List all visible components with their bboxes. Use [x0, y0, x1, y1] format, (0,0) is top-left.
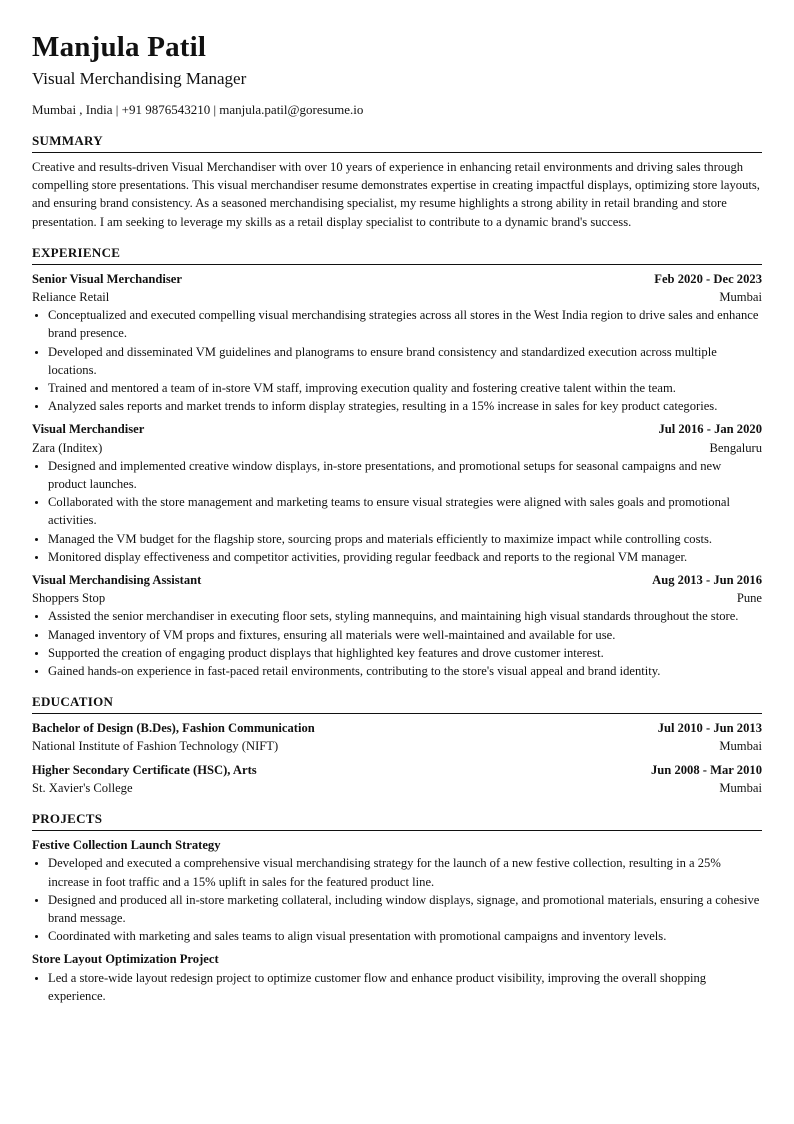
- bullet-item: • Gained hands-on experience in fast-paced retail environments, contributing to the store's visual appeal and brand identity.: [48, 662, 762, 680]
- section-heading-projects: PROJECTS: [32, 811, 103, 827]
- contact-line: Mumbai , India | +91 9876543210 | manjula.patil@goresume.io: [32, 102, 364, 117]
- job-dates: Jul 2016 - Jan 2020: [658, 422, 762, 437]
- school-location: Mumbai: [719, 739, 762, 754]
- bullet-item: • Managed inventory of VM props and fixtures, ensuring all materials were well-maintained and available for use.: [48, 626, 762, 644]
- job-company: Zara (Inditex): [32, 440, 103, 455]
- projects-section: [32, 810, 762, 1005]
- candidate-title: Visual Merchandising Manager: [32, 69, 247, 88]
- school: National Institute of Fashion Technology (NIFT): [32, 739, 279, 754]
- experience-section: [32, 244, 762, 680]
- summary-section: [32, 132, 762, 231]
- section-divider: [32, 830, 762, 831]
- section-heading-summary: SUMMARY: [32, 133, 103, 148]
- education-dates: Jun 2008 - Mar 2010: [650, 762, 762, 777]
- bullet-item: • Trained and mentored a team of in-store VM staff, improving execution quality and fostering creative talent within the team.: [48, 379, 762, 397]
- education-entry: [32, 761, 762, 797]
- bullet-item: • Led a store-wide layout redesign project to optimize customer flow and enhance product visibility, improving the overall shopping experience.: [48, 969, 762, 1005]
- bullet-item: • Developed and disseminated VM guidelines and planograms to ensure brand consistency and standardized execution across multiple locations.: [48, 343, 762, 379]
- bullet-item: • Designed and implemented creative window displays, in-store presentations, and promotional setups for seasonal campaigns and new product launches.: [48, 457, 762, 493]
- section-heading-experience: EXPERIENCE: [32, 244, 121, 260]
- experience-entry: [32, 420, 762, 566]
- experience-entry: [32, 270, 762, 416]
- project-name: Store Layout Optimization Project: [32, 952, 219, 967]
- bullet-item: • Designed and produced all in-store marketing collateral, including window displays, signage, and promotional materials, ensuring a cohesive brand message.: [48, 891, 762, 927]
- degree: Bachelor of Design (B.Des), Fashion Communication: [32, 721, 315, 736]
- job-company: Reliance Retail: [32, 290, 110, 305]
- candidate-name: Manjula Patil: [32, 31, 207, 63]
- job-dates: Feb 2020 - Dec 2023: [654, 271, 762, 286]
- job-role: Visual Merchandising Assistant: [32, 573, 202, 588]
- summary-text: Creative and results-driven Visual Merchandiser with over 10 years of experience in enhancing retail environments and driving sales through compelling store presentations. This visual merchandiser resume demonstrates expertise in creating impactful displays, optimizing store layouts, and ensuring brand consistency. As a seasoned merchandising specialist, my resume highlights a strong ability in retail branding and store presentation. I am seeking to leverage my skills as a retail display specialist to contribute to a dynamic brand's success.: [32, 160, 760, 229]
- degree: Higher Secondary Certificate (HSC), Arts: [32, 762, 257, 777]
- education-section: [32, 693, 762, 797]
- bullet-item: • Collaborated with the store management and marketing teams to ensure visual strategies were aligned with sales goals and promotional activities.: [48, 493, 762, 529]
- job-location: Mumbai: [719, 290, 762, 305]
- job-role: Senior Visual Merchandiser: [32, 271, 182, 286]
- experience-entry: [32, 571, 762, 680]
- job-company: Shoppers Stop: [32, 591, 106, 606]
- job-location: Bengaluru: [709, 440, 762, 455]
- job-dates: Aug 2013 - Jun 2016: [652, 573, 762, 588]
- section-divider: [32, 264, 762, 265]
- job-role: Visual Merchandiser: [32, 422, 145, 437]
- job-bullets: [32, 607, 762, 680]
- bullet-item: • Supported the creation of engaging product displays that highlighted key features and drove customer interest.: [48, 644, 762, 662]
- education-dates: Jul 2010 - Jun 2013: [657, 721, 762, 736]
- project-bullets: [32, 854, 762, 945]
- job-location: Pune: [736, 591, 762, 606]
- bullet-item: • Coordinated with marketing and sales teams to align visual presentation with promotional campaigns and inventory levels.: [48, 927, 762, 945]
- section-heading-education: EDUCATION: [32, 694, 114, 710]
- project-name: Festive Collection Launch Strategy: [32, 838, 221, 853]
- job-bullets: [32, 457, 762, 566]
- school-location: Mumbai: [719, 780, 762, 795]
- section-divider: [32, 152, 762, 153]
- bullet-item: • Analyzed sales reports and market trends to inform display strategies, resulting in a 15% increase in sales for key product categories.: [48, 397, 762, 415]
- project-bullets: [32, 969, 762, 1005]
- education-entry: [32, 719, 762, 755]
- section-divider: [32, 713, 762, 714]
- bullet-item: • Managed the VM budget for the flagship store, sourcing props and materials efficiently to maximize impact while controlling costs.: [48, 530, 762, 548]
- school: St. Xavier's College: [32, 780, 133, 795]
- job-bullets: [32, 306, 762, 415]
- bullet-item: • Conceptualized and executed compelling visual merchandising strategies across all stores in the West India region to drive sales and enhance brand presence.: [48, 306, 762, 342]
- bullet-item: • Monitored display effectiveness and competitor activities, providing regular feedback and reports to the regional VM manager.: [48, 548, 762, 566]
- bullet-item: • Assisted the senior merchandiser in executing floor sets, styling mannequins, and maintaining high visual standards throughout the store.: [48, 607, 762, 625]
- project-entry: [32, 836, 762, 945]
- project-entry: [32, 950, 762, 1005]
- bullet-item: • Developed and executed a comprehensive visual merchandising strategy for the launch of a new festive collection, resulting in a 25% increase in foot traffic and a 15% uplift in sales for the featured product line.: [48, 854, 762, 890]
